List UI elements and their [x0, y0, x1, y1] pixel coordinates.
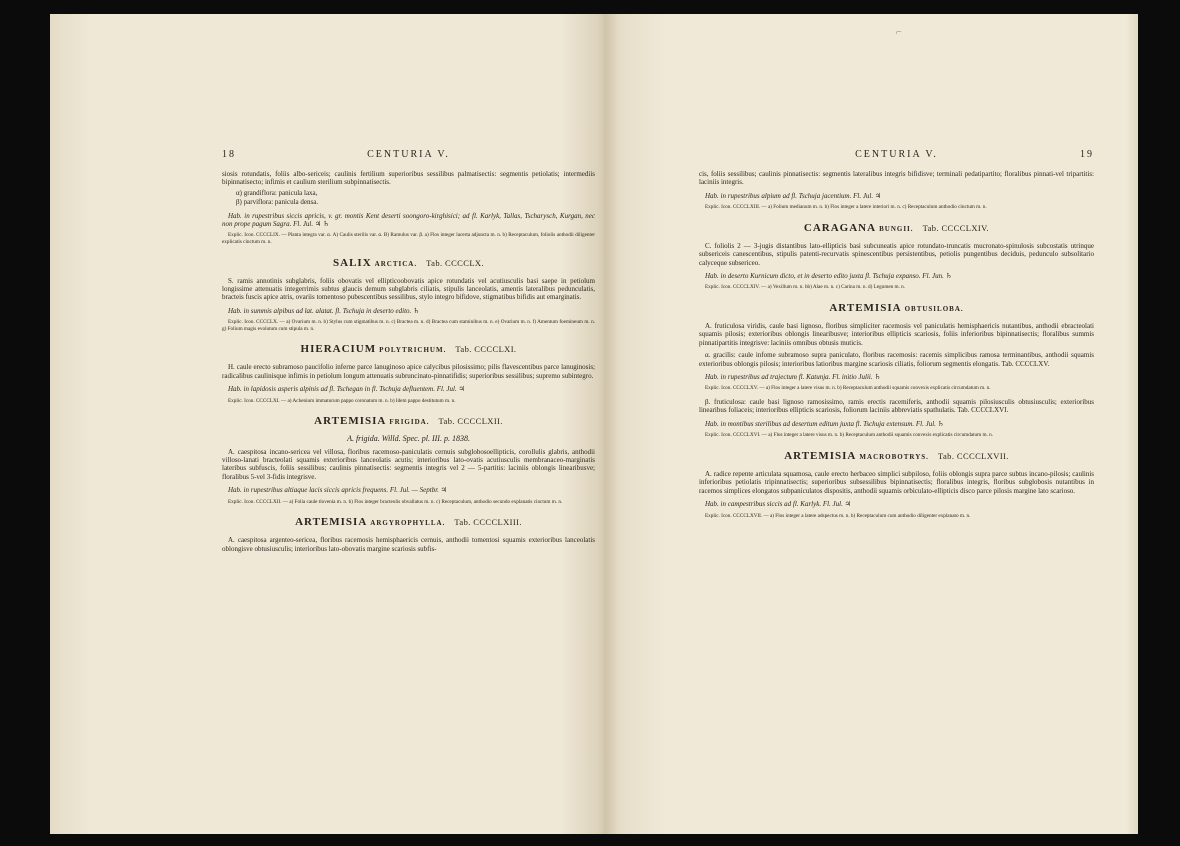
page-number-left: 18: [222, 149, 236, 160]
hieracium-habitat: Hab. in lapidosis asperis alpinis ad fl. Tschegan in fl. Tschuja defluentem. Fl. Jul. ♃: [228, 385, 465, 394]
argyrophylla-explanation: Explic. Icon. CCCCLXIII. — a) Folium medianum m. n. b) Flos integer a latere interiori m. n. c) Receptaculum anthodio cinctum m. n.: [705, 204, 987, 211]
hieracium-description: H. caule erecto subramoso paucifolio inferne parce lanuginoso apice calycibus pilosissimo; pilis flavescentibus parce lanuginosis; radicalibus caulinisque infimis in petiolum longum attenuatis subruncinato-pinnatifidis; superioribus sessilibus; supremo subintegro.: [222, 363, 595, 380]
habitat-text: Hab. in rupestribus siccis apricis, v. gr. montis Kent deserti soongoro-kirghisici; ad fl. Karlyk, Tallas, Tscharysch, Kurgan, nec non prope pagum Sagra. Fl. Jul. ♃ ♄: [222, 211, 595, 229]
obtusiloba-beta-habitat: Hab. in montibus sterilibus ad desertum editum juxta fl. Tschuja extensum. Fl. Jul. ♄: [705, 419, 944, 428]
frigida-explanation: Explic. Icon. CCCCLXII. — a) Folia caule tlovenia m. n. b) Flos integer bracteolis obvallatus m. n. c) Receptaculum, anthodio secundo explanatis cinctum m. n.: [228, 498, 563, 505]
salix-explanation: Explic. Icon. CCCCLX. — a) Ovarium m. n. b) Stylus cum stigmatibus m. n. c) Bractea m. n. d) Bractea cum staminibus m. n. e) Ovarium m. n. f) Amentum foemineum m. n. g) Folium magis evolutum cum stipula m. n.: [222, 319, 595, 332]
frigida-synonym: A. frigida. Willd. Spec. pl. III. p. 1838.: [347, 434, 470, 444]
variety-beta: β) parviflora: panicula densa.: [236, 198, 319, 207]
macrobotrys-habitat: Hab. in campestribus siccis ad fl. Karlyk. Fl. Jul. ♃: [705, 500, 851, 509]
open-book: [50, 14, 1138, 834]
running-head-right: CENTURIA V.: [855, 149, 938, 160]
explanation-text: Explic. Icon. CCCCLIX. — Planta integra var. α. A) Caulis sterilis var. α. B) Ramulus var. β. a) Flos integer lacerta adjuncta m. n. b) Receptaculum, foliolis anthodii diligenter explicatis cinctum m. n.: [222, 232, 595, 246]
obtusiloba-alpha-explanation: Explic. Icon. CCCCLXV. — a) Flos integer a latere visus m. n. b) Receptaculum anthodii squamis convexis explicatis circumdatum m. n.: [705, 385, 991, 392]
section-title-artemisia-argyrophylla: ARTEMISIA ARGYROPHYLLA. Tab. CCCCLXIII.: [295, 516, 522, 529]
section-title-hieracium: HIERACIUM POLYTRICHUM. Tab. CCCCLXI.: [300, 343, 517, 356]
argyrophylla-description: A. caespitosa argenteo-sericea, floribus racemosis hemisphaericis cernuis, anthodii tomentosi squamis exterioribus lanceolatis oblongisve obtusiusculis; interioribus lato-obovatis margine scariosis subfis-: [222, 536, 595, 553]
frigida-habitat: Hab. in rupestribus altiaque lacis siccis apricis frequens. Fl. Jul. — Septbr. ♃: [228, 486, 447, 495]
page-number-right: 19: [1080, 149, 1094, 160]
caragana-explanation: Explic. Icon. CCCCLXIV. — a) Vexillum m. n. bb) Alae m. n. c) Carina m. n. d) Legumen m. n.: [705, 284, 906, 291]
section-title-salix: SALIX ARCTICA. Tab. CCCCLX.: [333, 256, 484, 269]
macrobotrys-description: A. radice repente articulata squamosa, caule erecto herbaceo simplici subpiloso, foliis oblongis supra parce subtus incano-pilosis; caulinis inferioribus petiolatis tripinnatisectis; superioribus subsessilibus bipinnatisectis; floralibus integris, floribus subglobosis nutantibus in racemos simplices elongatos subpaniculatos dispositis, anthodii squamis orbiculato-ellipticis disco parce pilosis margine lato scarioso.: [699, 469, 1094, 495]
right-page-content: [699, 151, 1094, 523]
variety-alpha: α) grandiflora: panicula laxa,: [236, 188, 318, 197]
right-page: [606, 14, 1138, 834]
hieracium-explanation: Explic. Icon. CCCCLXI. — a) Achenium immaturum pappo coronatum m. n. b) Idem pappo destitutum m. n.: [228, 397, 456, 404]
right-header: [699, 151, 1094, 165]
left-page-content: [222, 151, 595, 555]
section-title-artemisia-macrobotrys: ARTEMISIA MACROBOTRYS. Tab. CCCCLXVII.: [784, 449, 1009, 462]
intro-text: siosis rotundatis, foliis albo-sericeis; caulinis fertilium superioribus sessilibus palmatisectis: segmentis petiolatis; intermediis bipinnatisecto; infimis et caulium sterilium subpinnatisectis.: [222, 170, 595, 187]
obtusiloba-description: A. fruticulosa viridis, caule basi lignoso, floribus simpliciter racemosis vel paniculatis hemisphaericis nutantibus, anthodii ebracteolati squamis pilosis; exterioribus oblongis linearibusve; interioribus ellipticis scariosis, foliis inferioribus bipinnatisectis; floralibus summis pinnatipartitis integrisve: laciniis omnibus obtusis muticis.: [699, 322, 1094, 347]
caragana-description: C. foliolis 2 — 3-jugis distantibus lato-ellipticis basi subcuneatis apice rotundato-truncatis mucronato-spinulosis subcostatis utrinque subsericeis canescentibus, stipulis patenti-recurvatis spinescentibus persistentibus, petiolis pungentibus deciduis, pedunculo subsolitario calyceque subsericeo.: [699, 241, 1094, 267]
continued-description: cis, foliis sessilibus; caulinis pinnatisectis: segmentis lateralibus integris bifidisve; terminali pedatipartito; floralibus pinnati-vel tripartitis: laciniis integris.: [699, 170, 1094, 187]
section-title-artemisia-frigida: ARTEMISIA FRIGIDA. Tab. CCCCLXII.: [314, 415, 503, 428]
pencil-mark: ⌐: [896, 27, 902, 38]
left-page: [50, 14, 606, 834]
section-title-caragana: CARAGANA BUNGII. Tab. CCCCLXIV.: [803, 221, 990, 234]
section-title-artemisia-obtusiloba: ARTEMISIA OBTUSILOBA.: [829, 302, 964, 315]
obtusiloba-beta: β. fruticulosa: caule basi lignoso ramosissimo, ramis erectis racemiferis, anthodii squamis pilosiusculis obtusiusculis; exterioribus linearibus foliaceis; interioribus ellipticis scariosis, foliorum laciniis abbreviatis spathulatis. Tab. CCCCLXVI.: [699, 398, 1094, 415]
macrobotrys-explanation: Explic. Icon. CCCCLXVII. — a) Flos integer a latere adspectus m. n. b) Receptaculum cum anthodio diligenter explanato m. n.: [705, 512, 971, 519]
frigida-description: A. caespitosa incano-sericea vel villosa, floribus racemoso-paniculatis cernuis subglobosoellipticis, corollulis glabris, anthodii villoso-lanati bracteolati squamis exterioribus lanceolatis acutis; interioribus lato-ovatis acutiusculis membranaceo-marginatis lateribus subfuscis, foliis sessilibus; caulinis pinnatisectis: segmentis integris vel 2 — 5-partitis: laciniis oblongis linearibusve; floralibus 5-vel 3-fidis integrisve.: [222, 447, 595, 481]
obtusiloba-alpha-habitat: Hab. in rupestribus ad trajectum fl. Katunja. Fl. initio Julii. ♄: [705, 373, 881, 382]
salix-description: S. ramis annotinis subglabris, foliis obovatis vel ellipticoobovatis apice rotundatis vel acutiusculis basi saepe in petiolum longissime attenuatis integerrimis subtus glaucis demum subglabris ciliatis, stipulis lanceolatis, amentis lateralibus pedunculatis, bracteis fuscis apice atris, ovariis tomentoso pubescentibus sessilibus, stylo integro bifidove, stigmatibus bifidis aut emarginatis.: [222, 276, 595, 302]
running-head-left: CENTURIA V.: [367, 149, 450, 160]
obtusiloba-beta-explanation: Explic. Icon. CCCCLXVI. — a) Flos integer a latere visus m. n. b) Receptaculum anthodii squamis convexis explicatis circumdatum m. n.: [705, 432, 993, 439]
argyrophylla-habitat: Hab. in rupestribus alpium ad fl. Tschuja jacentium. Fl. Jul. ♃: [705, 191, 882, 200]
caragana-habitat: Hab. in deserto Kurnicum dicto, et in deserto edito juxta fl. Tschuja expanso. Fl. Jun. ♄: [705, 272, 952, 281]
salix-habitat: Hab. in summis alpibus ad lat. alatat. fl. Tschuja in deserto edito. ♄: [228, 306, 420, 315]
left-header: [222, 151, 595, 165]
obtusiloba-alpha: α. gracilis: caule infome subramoso supra paniculato, floribus racemosis: racemis simplicibus ramosa terminantibus, anthodii squamis exterioribus oblongis pilosis; interioribus latioribus margine scariosis ciliatis, foliorum segmentis elongatis. Tab. CCCCLXV.: [699, 351, 1094, 368]
